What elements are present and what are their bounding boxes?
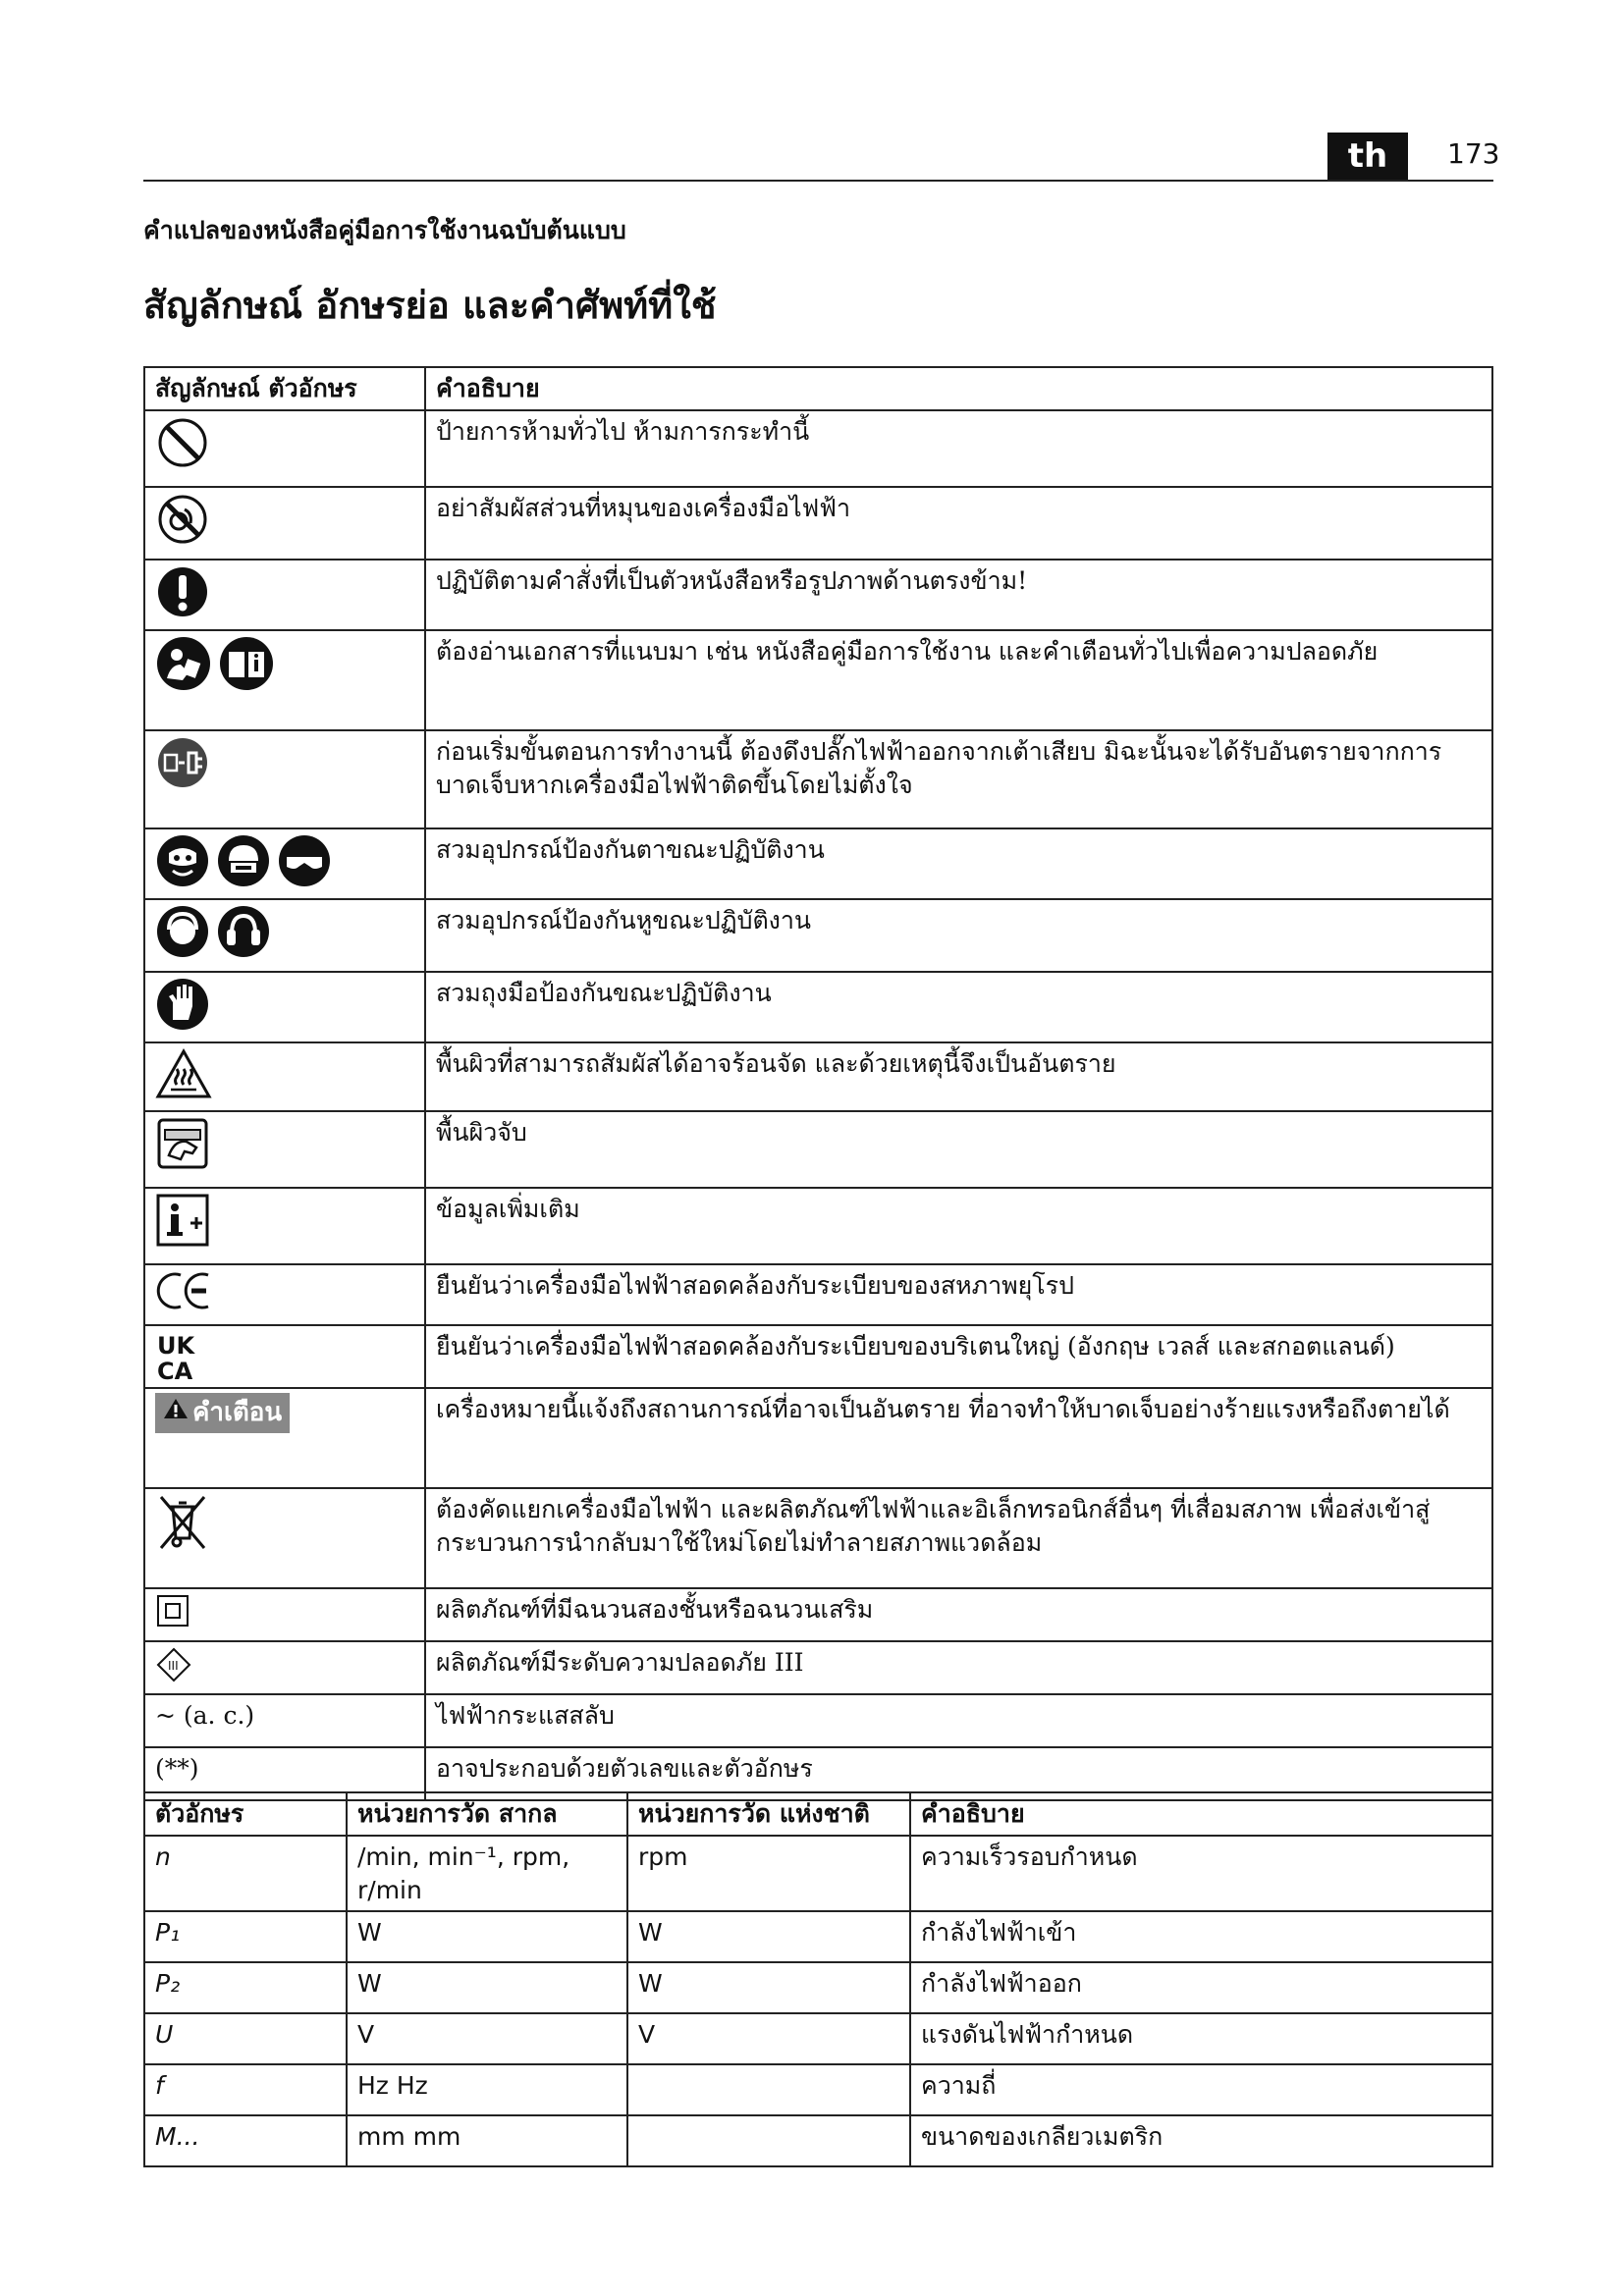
page-number: 173 (1447, 137, 1500, 170)
unit-description-cell (910, 1836, 1492, 1912)
description-cell (425, 487, 1492, 560)
svg-text:III: III (168, 1658, 179, 1673)
unit-national-cell (627, 2115, 910, 2166)
unit-symbol: f (155, 2071, 164, 2101)
units-header-national: หน่วยการวัด แห่งชาติ (627, 1792, 910, 1836)
unit-national-cell (627, 1836, 910, 1912)
symbol-text: (**) (155, 1753, 199, 1783)
unit-international-cell (347, 2013, 627, 2064)
symbol-description: ผลิตภัณฑ์มีระดับความปลอดภัย III (436, 1647, 804, 1677)
symbol-cell (144, 1388, 425, 1488)
warning-badge-label: คำเตือน (192, 1397, 283, 1427)
units-table (143, 1791, 1493, 2167)
unit-international-cell (347, 1836, 627, 1912)
symbol-row (144, 410, 1492, 487)
unit-row (144, 2115, 1492, 2166)
warning-badge (155, 1393, 290, 1433)
symbol-row (144, 1042, 1492, 1111)
symbol-description: ต้องอ่านเอกสารที่แนบมา เช่น หนังสือคู่มือการใช้งาน และคำเตือนทั่วไปเพื่อความปลอดภัย (436, 636, 1379, 666)
symbol-description: ข้อมูลเพิ่มเติม (436, 1194, 580, 1223)
symbol-cell (144, 1641, 425, 1694)
unit-international: /min, min⁻¹, rpm, r/min (357, 1842, 570, 1904)
unit-row (144, 1911, 1492, 1962)
description-cell (425, 730, 1492, 828)
symbol-description: ยืนยันว่าเครื่องมือไฟฟ้าสอดคล้องกับระเบียบของบริเตนใหญ่ (อังกฤษ เวลส์ และสกอตแลนด์) (436, 1331, 1395, 1361)
hot-surface-icon (155, 1047, 212, 1100)
unit-symbol: U (155, 2020, 174, 2050)
no-touch-rotating-icon (155, 492, 210, 547)
face-shield-icon (155, 833, 210, 888)
language-tab: th (1327, 133, 1408, 180)
symbol-text: ~ (a. c.) (155, 1700, 255, 1730)
unit-symbol-cell (144, 1911, 347, 1962)
symbol-row (144, 1588, 1492, 1641)
unit-international-cell (347, 2115, 627, 2166)
symbol-description: อาจประกอบด้วยตัวเลขและตัวอักษร (436, 1753, 813, 1783)
symbol-cell (144, 1188, 425, 1264)
symbol-row (144, 560, 1492, 630)
symbol-row (144, 1111, 1492, 1188)
symbol-cell (144, 410, 425, 487)
units-header-international: หน่วยการวัด สากล (347, 1792, 627, 1836)
symbol-row (144, 1488, 1492, 1588)
symbol-icons (155, 1646, 414, 1683)
symbol-icons (155, 1593, 414, 1629)
unit-description: ความเร็วรอบกำหนด (921, 1842, 1138, 1871)
symbol-row (144, 630, 1492, 730)
symbol-description: ไฟฟ้ากระแสสลับ (436, 1700, 615, 1730)
symbol-description: สวมอุปกรณ์ป้องกันตาขณะปฏิบัติงาน (436, 834, 825, 864)
symbol-icons (155, 1493, 414, 1554)
description-cell (425, 1488, 1492, 1588)
description-cell (425, 560, 1492, 630)
unit-description-cell (910, 1911, 1492, 1962)
header-rule (143, 180, 1493, 182)
page-subtitle: คำแปลของหนังสือคู่มือการใช้งานฉบับต้นแบบ (143, 216, 626, 244)
symbol-cell (144, 1325, 425, 1388)
unit-symbol: P₂ (155, 1969, 181, 1999)
unit-international: W (357, 1969, 382, 1999)
description-cell (425, 972, 1492, 1042)
symbol-icons (155, 1393, 414, 1433)
svg-text:CA: CA (157, 1357, 193, 1383)
symbol-description: ต้องคัดแยกเครื่องมือไฟฟ้า และผลิตภัณฑ์ไฟฟ้าและอิเล็กทรอนิกส์อื่นๆ ที่เสื่อมสภาพ เพื่อส่งเข้าสู่กระบวนการนำกลับมาใช้ใหม่โดยไม่ทำลายสภาพแวดล้อม (436, 1494, 1431, 1557)
symbol-row (144, 1641, 1492, 1694)
symbol-row (144, 1188, 1492, 1264)
info-plus-icon (155, 1193, 210, 1248)
unit-symbol-cell (144, 2115, 347, 2166)
unit-description-cell (910, 1962, 1492, 2013)
unit-row (144, 2013, 1492, 2064)
symbol-icons (155, 977, 414, 1032)
description-cell (425, 1325, 1492, 1388)
symbols-header-description: คำอธิบาย (425, 367, 1492, 410)
symbol-description: ป้ายการห้ามทั่วไป ห้ามการกระทำนี้ (436, 416, 810, 446)
symbol-cell (144, 1488, 425, 1588)
symbol-description: ก่อนเริ่มขั้นตอนการทำงานนี้ ต้องดึงปลั๊กไฟฟ้าออกจากเต้าเสียบ มิฉะนั้นจะได้รับอันตรายจากการบาดเจ็บหากเครื่องมือไฟฟ้าติดขึ้นโดยไม่ตั้งใจ (436, 736, 1442, 799)
symbol-row (144, 1264, 1492, 1325)
unit-symbol-cell (144, 2064, 347, 2115)
symbol-description: ยืนยันว่าเครื่องมือไฟฟ้าสอดคล้องกับระเบียบของสหภาพยุโรป (436, 1270, 1074, 1300)
unit-description: กำลังไฟฟ้าเข้า (921, 1918, 1077, 1948)
unit-description-cell (910, 2064, 1492, 2115)
symbol-description: ปฏิบัติตามคำสั่งที่เป็นตัวหนังสือหรือรูปภาพด้านตรงข้าม! (436, 565, 1028, 595)
prohibition-icon (155, 415, 210, 470)
unit-international: V (357, 2020, 375, 2050)
safety-goggles-icon (277, 833, 332, 888)
symbol-cell (144, 487, 425, 560)
description-cell (425, 1388, 1492, 1488)
unit-symbol: n (155, 1842, 171, 1871)
description-cell (425, 899, 1492, 972)
symbol-description: เครื่องหมายนี้แจ้งถึงสถานการณ์ที่อาจเป็นอันตราย ที่อาจทำให้บาดเจ็บอย่างร้ายแรงหรือถึงตายได้ (436, 1394, 1450, 1423)
unit-symbol: M... (155, 2122, 200, 2152)
unit-description: ความถี่ (921, 2071, 997, 2101)
unit-national: V (638, 2020, 656, 2050)
symbol-description: ผลิตภัณฑ์ที่มีฉนวนสองชั้นหรือฉนวนเสริม (436, 1594, 874, 1624)
grip-surface-icon (155, 1116, 210, 1171)
description-cell (425, 828, 1492, 899)
units-header-row (144, 1792, 1492, 1836)
double-insulation-icon (155, 1593, 190, 1629)
symbol-description: สวมอุปกรณ์ป้องกันหูขณะปฏิบัติงาน (436, 905, 812, 934)
unit-symbol-cell (144, 1836, 347, 1912)
unit-description-cell (910, 2013, 1492, 2064)
unit-symbol: P₁ (155, 1918, 181, 1948)
description-cell (425, 1264, 1492, 1325)
warning-triangle-icon (163, 1396, 189, 1430)
unit-description: กำลังไฟฟ้าออก (921, 1969, 1082, 1999)
description-cell (425, 410, 1492, 487)
symbol-icons (155, 415, 414, 470)
unit-national: rpm (638, 1842, 688, 1871)
description-cell (425, 1641, 1492, 1694)
symbol-cell (144, 730, 425, 828)
unit-international: mm mm (357, 2122, 461, 2152)
helmet-visor-icon (216, 833, 271, 888)
info-book-icon (218, 635, 275, 692)
symbol-icons (155, 635, 414, 692)
unit-international-cell (347, 1911, 627, 1962)
symbol-cell (144, 1111, 425, 1188)
symbol-cell (144, 972, 425, 1042)
symbol-icons (155, 564, 414, 619)
symbol-row (144, 1388, 1492, 1488)
description-cell (425, 1694, 1492, 1747)
symbol-icons (155, 1269, 414, 1312)
unit-description: ขนาดของเกลียวเมตริก (921, 2122, 1164, 2152)
read-manual-icon (155, 635, 212, 692)
symbol-row (144, 899, 1492, 972)
unplug-icon (155, 735, 210, 790)
symbol-cell (144, 1694, 425, 1747)
units-header-symbol: ตัวอักษร (144, 1792, 347, 1836)
ce-mark-icon (155, 1269, 214, 1312)
safety-class-iii-icon (155, 1646, 192, 1683)
unit-national: W (638, 1969, 663, 1999)
symbol-row (144, 730, 1492, 828)
unit-symbol-cell (144, 1962, 347, 2013)
svg-text:UK: UK (157, 1331, 195, 1360)
symbol-description: พื้นผิวที่สามารถสัมผัสได้อาจร้อนจัด และด้วยเหตุนี้จึงเป็นอันตราย (436, 1048, 1116, 1078)
symbol-cell (144, 630, 425, 730)
symbol-icons (155, 1193, 414, 1248)
unit-national-cell (627, 1962, 910, 2013)
symbol-icons (155, 1330, 414, 1383)
ear-muffs-icon (216, 904, 271, 959)
symbol-icons (155, 1116, 414, 1171)
description-cell (425, 1588, 1492, 1641)
unit-row (144, 1962, 1492, 2013)
symbol-row (144, 1325, 1492, 1388)
unit-national-cell (627, 2013, 910, 2064)
symbol-cell (144, 560, 425, 630)
gloves-icon (155, 977, 210, 1032)
units-header-description: คำอธิบาย (910, 1792, 1492, 1836)
symbol-row (144, 972, 1492, 1042)
symbol-cell (144, 1042, 425, 1111)
symbol-cell (144, 1588, 425, 1641)
unit-national: W (638, 1918, 663, 1948)
description-cell (425, 630, 1492, 730)
symbol-cell (144, 899, 425, 972)
unit-description-cell (910, 2115, 1492, 2166)
page-title: สัญลักษณ์ อักษรย่อ และคำศัพท์ที่ใช้ (143, 283, 717, 327)
ear-protection-icon (155, 904, 210, 959)
unit-row (144, 2064, 1492, 2115)
mandatory-exclamation-icon (155, 564, 210, 619)
symbol-cell (144, 828, 425, 899)
symbol-icons (155, 735, 414, 790)
symbol-row (144, 1694, 1492, 1747)
description-cell (425, 1111, 1492, 1188)
unit-row (144, 1836, 1492, 1912)
unit-symbol-cell (144, 2013, 347, 2064)
unit-national-cell (627, 1911, 910, 1962)
symbol-icons (155, 904, 414, 959)
symbol-cell (144, 1264, 425, 1325)
crossed-bin-icon (155, 1493, 210, 1554)
symbols-header-row (144, 367, 1492, 410)
unit-international: W (357, 1918, 382, 1948)
symbol-icons (155, 1047, 414, 1100)
description-cell (425, 1042, 1492, 1111)
symbol-icons (155, 492, 414, 547)
unit-description: แรงดันไฟฟ้ากำหนด (921, 2020, 1134, 2050)
ukca-mark-icon (155, 1330, 202, 1383)
symbol-row (144, 487, 1492, 560)
unit-international-cell (347, 2064, 627, 2115)
symbol-description: อย่าสัมผัสส่วนที่หมุนของเครื่องมือไฟฟ้า (436, 493, 850, 522)
symbol-description: พื้นผิวจับ (436, 1117, 527, 1147)
unit-international: Hz Hz (357, 2071, 428, 2101)
symbols-table (143, 366, 1493, 1801)
unit-national-cell (627, 2064, 910, 2115)
unit-international-cell (347, 1962, 627, 2013)
symbol-description: สวมถุงมือป้องกันขณะปฏิบัติงาน (436, 978, 772, 1007)
description-cell (425, 1188, 1492, 1264)
symbol-icons (155, 833, 414, 888)
symbol-row (144, 828, 1492, 899)
symbols-header-symbol: สัญลักษณ์ ตัวอักษร (144, 367, 425, 410)
